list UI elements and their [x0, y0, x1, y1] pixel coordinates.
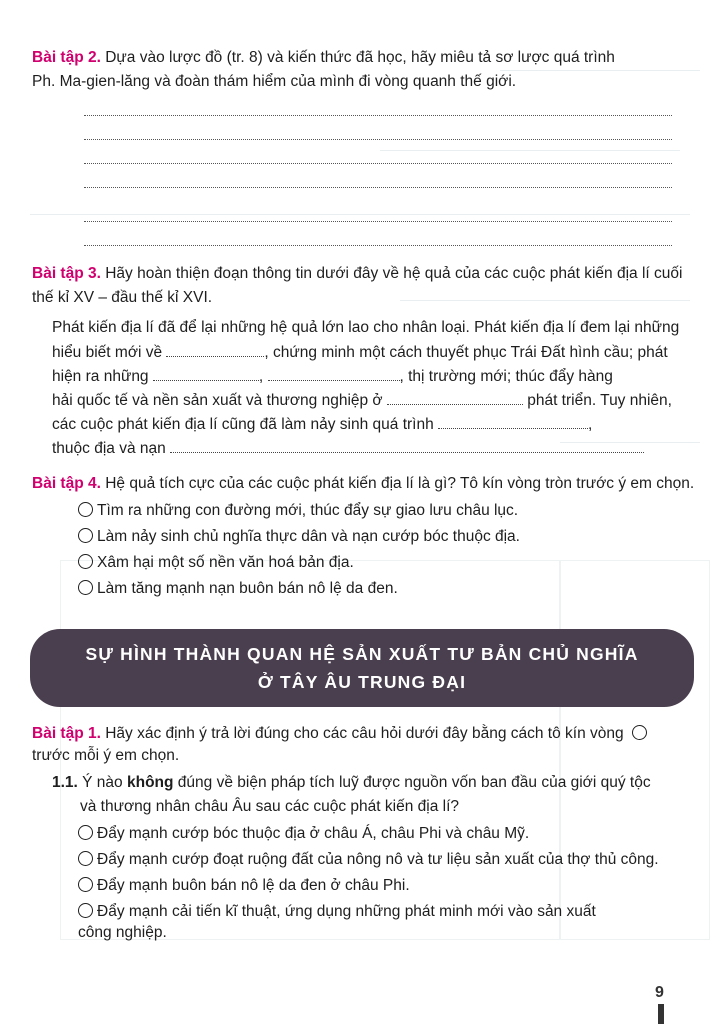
exercise-2-prompt — [32, 46, 615, 70]
question-number: 1.1. — [52, 774, 78, 791]
fill-paragraph-line-1: Phát kiến địa lí đã để lại những hệ quả lớn lao cho nhân loại. Phát kiến địa lí đem lại những — [52, 319, 680, 336]
q1-option-c[interactable] — [78, 875, 410, 897]
fill-paragraph-line-4 — [52, 389, 672, 413]
section-title-line-1: SỰ HÌNH THÀNH QUAN HỆ SẢN XUẤT TƯ BẢN CHỦ NGHĨA — [85, 644, 639, 664]
fill-blank[interactable] — [387, 391, 523, 405]
option-label: Xâm hại một số nền văn hoá bản địa. — [97, 554, 354, 571]
exercise-4-label: Bài tập 4. — [32, 475, 101, 492]
fill-blank[interactable] — [438, 415, 588, 429]
text-segment: hải quốc tế và nền sản xuất và thương nghiệp ở — [52, 392, 387, 409]
option-a[interactable] — [78, 500, 518, 522]
option-label: Làm tăng mạnh nạn buôn bán nô lệ da đen. — [97, 580, 398, 597]
option-label: Đẩy mạnh cải tiến kĩ thuật, ứng dụng những phát minh mới vào sản xuất — [97, 903, 596, 920]
exercise-3-prompt — [32, 262, 682, 286]
radio-circle-icon[interactable] — [78, 502, 93, 517]
radio-circle-icon[interactable] — [78, 903, 93, 918]
section-exercise-1-label: Bài tập 1. — [32, 725, 101, 742]
section-title-line-2: Ở TÂY ÂU TRUNG ĐẠI — [257, 672, 467, 692]
radio-circle-icon[interactable] — [78, 554, 93, 569]
fill-paragraph-line-5 — [52, 413, 592, 437]
text-segment: đúng về biện pháp tích luỹ được nguồn vốn ban đầu của giới quý tộc — [173, 774, 651, 791]
text-segment: hiểu biết mới về — [52, 344, 167, 361]
radio-circle-icon[interactable] — [78, 877, 93, 892]
option-label: Đẩy mạnh cướp bóc thuộc địa ở châu Á, châu Phi và châu Mỹ. — [97, 825, 530, 842]
option-c[interactable] — [78, 552, 354, 574]
fill-blank[interactable] — [170, 439, 644, 453]
fill-blank[interactable] — [166, 343, 264, 357]
radio-circle-icon[interactable] — [78, 580, 93, 595]
text-segment: phát triển. Tuy nhiên, — [522, 392, 672, 409]
answer-line[interactable] — [84, 220, 672, 222]
exercise-4-text: Hệ quả tích cực của các cuộc phát kiến địa lí là gì? Tô kín vòng tròn trước ý em chọn. — [100, 475, 695, 492]
exercise-3-text-1: Hãy hoàn thiện đoạn thông tin dưới đây về hệ quả của các cuộc phát kiến địa lí cuối — [100, 265, 683, 282]
fill-paragraph-line-3 — [52, 365, 613, 389]
exercise-3-label: Bài tập 3. — [32, 265, 101, 282]
circle-icon — [632, 725, 647, 740]
answer-line[interactable] — [84, 162, 672, 164]
text-segment: , chứng minh một cách thuyết phục Trái Đất hình cầu; phát — [264, 344, 668, 361]
answer-line[interactable] — [84, 114, 672, 116]
section-exercise-1-prompt — [32, 722, 651, 746]
answer-line[interactable] — [84, 244, 672, 246]
exercise-4-prompt — [32, 472, 694, 496]
option-b[interactable] — [78, 526, 520, 548]
q1-option-a[interactable] — [78, 823, 529, 845]
fill-blank[interactable] — [153, 367, 259, 381]
section-exercise-1-text-2: trước mỗi ý em chọn. — [32, 747, 180, 764]
text-segment: thuộc địa và nạn — [52, 440, 171, 457]
radio-circle-icon[interactable] — [78, 851, 93, 866]
exercise-2-text-2: Ph. Ma-gien-lăng và đoàn thám hiểm của mình đi vòng quanh thế giới. — [32, 73, 517, 90]
page-edge-bar — [658, 1004, 664, 1024]
page-number: 9 — [655, 984, 664, 1001]
q1-option-b[interactable] — [78, 849, 659, 871]
question-1-1-line-2: và thương nhân châu Âu sau các cuộc phát kiến địa lí? — [80, 798, 460, 815]
question-1-1 — [52, 771, 651, 795]
section-exercise-1-text-1: Hãy xác định ý trả lời đúng cho các câu hỏi dưới đây bằng cách tô kín vòng — [100, 725, 624, 742]
section-banner — [30, 629, 694, 707]
option-d[interactable] — [78, 578, 398, 600]
fill-paragraph-line-6 — [52, 437, 644, 461]
text-segment: hiện ra những — [52, 368, 153, 385]
text-segment: các cuộc phát kiến địa lí cũng đã làm nảy sinh quá trình — [52, 416, 439, 433]
q1-option-d-line-2: công nghiệp. — [78, 924, 167, 941]
emphasis-not: không — [126, 774, 174, 791]
q1-option-d[interactable] — [78, 901, 596, 923]
option-label: Làm nảy sinh chủ nghĩa thực dân và nạn cướp bóc thuộc địa. — [97, 528, 520, 545]
fill-blank[interactable] — [268, 367, 400, 381]
exercise-2-label: Bài tập 2. — [32, 49, 101, 66]
radio-circle-icon[interactable] — [78, 528, 93, 543]
fill-paragraph-line-2 — [52, 341, 668, 365]
radio-circle-icon[interactable] — [78, 825, 93, 840]
exercise-2-text-1: Dựa vào lược đồ (tr. 8) và kiến thức đã học, hãy miêu tả sơ lược quá trình — [100, 49, 615, 66]
answer-line[interactable] — [84, 186, 672, 188]
text-segment: Ý nào — [77, 774, 127, 791]
option-label: Đẩy mạnh cướp đoạt ruộng đất của nông nô và tư liệu sản xuất của thợ thủ công. — [97, 851, 659, 868]
exercise-3-text-2: thế kỉ XV – đầu thế kỉ XVI. — [32, 289, 213, 306]
text-segment: , — [258, 368, 268, 385]
text-segment: , — [588, 416, 593, 433]
option-label: Tìm ra những con đường mới, thúc đẩy sự giao lưu châu lục. — [97, 502, 519, 519]
answer-line[interactable] — [84, 138, 672, 140]
text-segment: , thị trường mới; thúc đẩy hàng — [399, 368, 613, 385]
option-label: Đẩy mạnh buôn bán nô lệ da đen ở châu Phi. — [97, 877, 410, 894]
